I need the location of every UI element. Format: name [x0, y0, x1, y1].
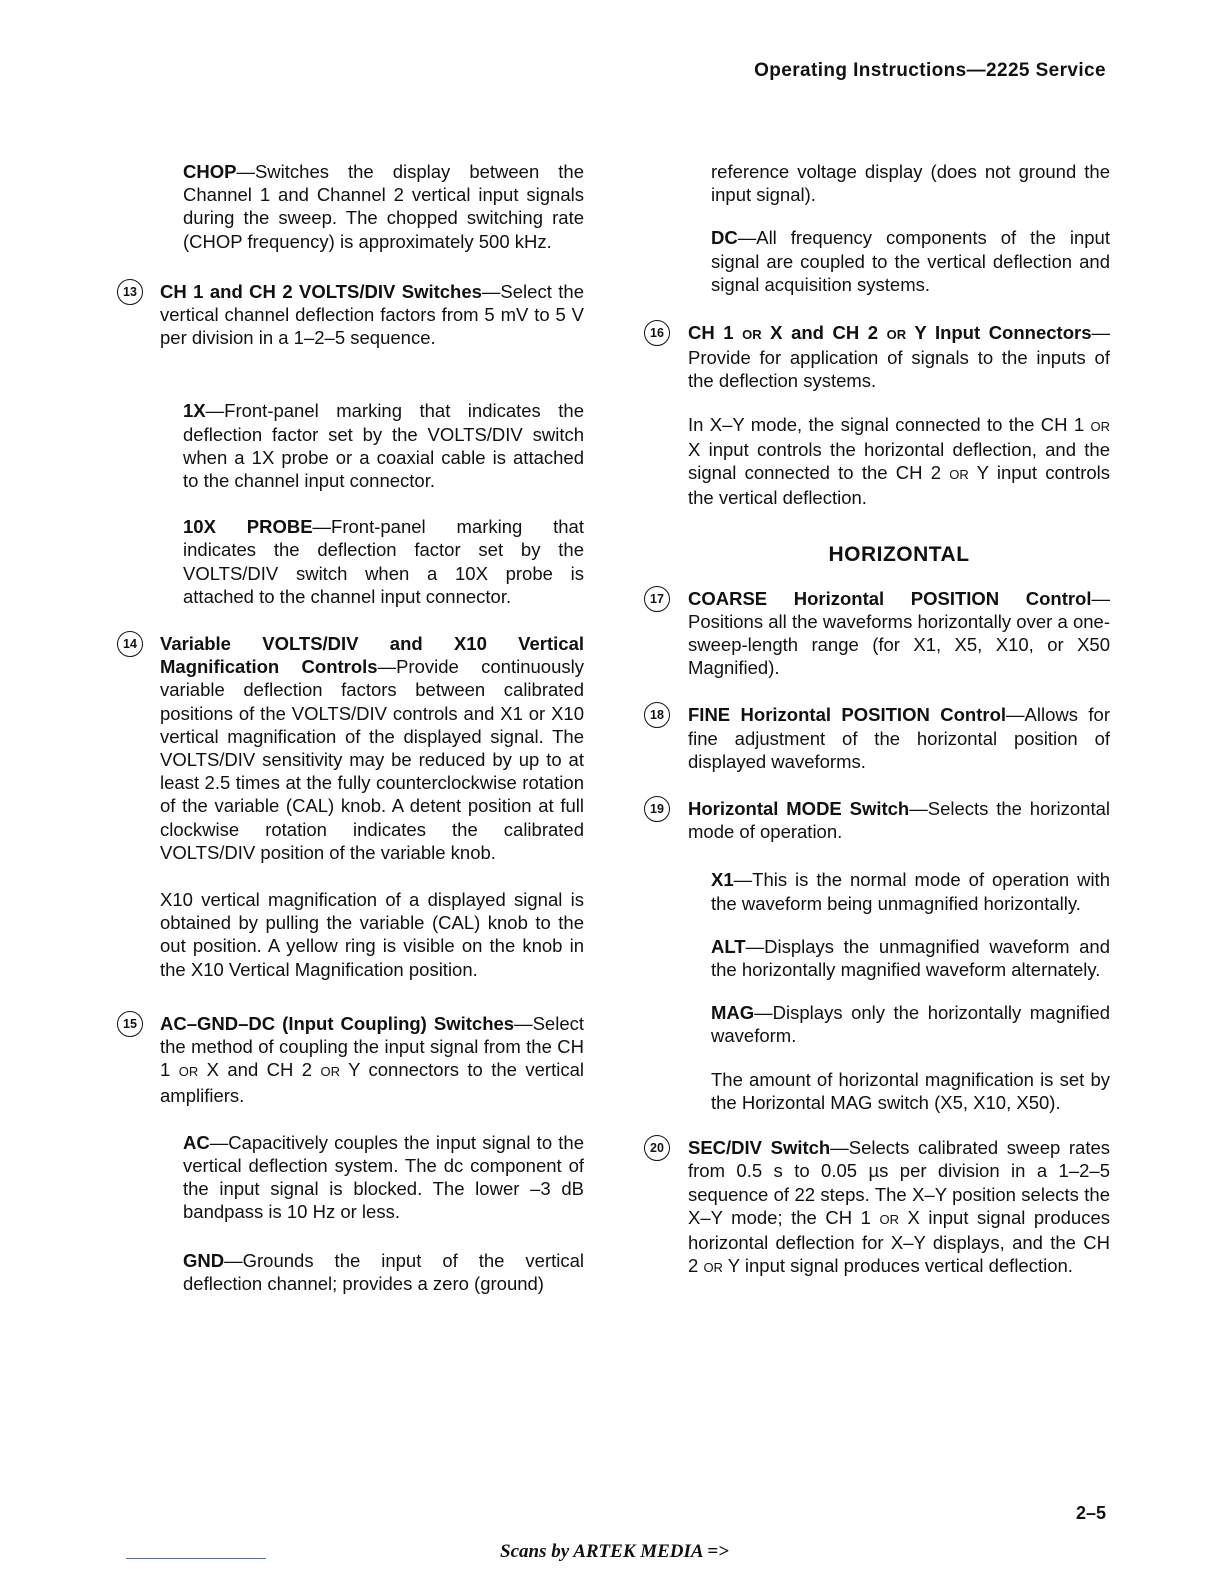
item-14-magnification: X10 vertical magnification of a displayed signal is obtained by pulling the variable (CAL) knob to the out position. A yellow ring is visible on the knob in the X10 Vertical Magnification position.	[160, 889, 584, 980]
xy-mode-paragraph: In X–Y mode, the signal connected to the CH 1 OR X input controls the horizontal deflection, and the signal connected to the CH 2 OR Y input controls the vertical deflection.	[688, 413, 1110, 509]
item-17-text: COARSE Horizontal POSITION Control—Positions all the waveforms horizontally over a one-sweep-length range (for X1, X5, X10, or X50 Magnified).	[688, 587, 1110, 679]
callout-19: 19	[644, 796, 670, 822]
x1-paragraph: 1X—Front-panel marking that indicates the deflection factor set by the VOLTS/DIV switch when a 1X probe or a coaxial cable is attached to the channel input connector.	[183, 400, 584, 492]
x10-probe-paragraph: 10X PROBE—Front-panel marking that indicates the deflection factor set by the VOLTS/DIV switch when a 10X probe is attached to the channel input connector.	[183, 516, 584, 607]
callout-18: 18	[644, 702, 670, 728]
item-16	[650, 321, 1110, 393]
item-18	[650, 703, 1110, 773]
right-column	[650, 160, 1110, 1279]
section-heading-horizontal: HORIZONTAL	[828, 543, 970, 567]
chop-paragraph: CHOP—Switches the display between the Channel 1 and Channel 2 vertical input signals during the sweep. The chopped switching rate (CHOP frequency) is approximately 500 kHz.	[183, 161, 584, 252]
callout-15: 15	[117, 1011, 143, 1037]
callout-17: 17	[644, 586, 670, 612]
footer-rule	[126, 1558, 266, 1559]
callout-16: 16	[644, 320, 670, 346]
item-20-text: SEC/DIV Switch—Selects calibrated sweep rates from 0.5 s to 0.05 µs per division in a 1–2–5 sequence of 22 steps. The X–Y position selects the X–Y mode; the CH 1 OR X input signal produces horizontal deflection for X–Y displays, and the CH 2 OR Y input signal produces vertical deflection.	[688, 1137, 1110, 1277]
item-14-text: Variable VOLTS/DIV and X10 Vertical Magnification Controls—Provide continuously variable deflection factors between calibrated positions of the VOLTS/DIV controls and X1 or X10 vertical magnification of the displayed signal. The VOLTS/DIV sensitivity may be reduced by up to at least 2.5 times at the fully counterclockwise rotation of the variable (CAL) knob. A detent position at full clockwise rotation indicates the calibrated VOLTS/DIV position of the variable knob.	[160, 633, 584, 863]
mag-note-paragraph: The amount of horizontal magnification is set by the Horizontal MAG switch (X5, X10, X50).	[711, 1068, 1110, 1113]
callout-14: 14	[117, 631, 143, 657]
item-19	[650, 797, 1110, 843]
item-20	[650, 1136, 1110, 1279]
item-15	[123, 1012, 584, 1107]
ac-paragraph: AC—Capacitively couples the input signal to the vertical deflection system. The dc component of the input signal is blocked. The lower –3 dB bandpass is 10 Hz or less.	[183, 1131, 584, 1223]
gnd-paragraph: GND—Grounds the input of the vertical deflection channel; provides a zero (ground)	[183, 1249, 584, 1294]
item-19-text: Horizontal MODE Switch—Selects the horizontal mode of operation.	[688, 798, 1110, 843]
x1-mode-paragraph: X1—This is the normal mode of operation with the waveform being unmagnified horizontally.	[711, 869, 1110, 914]
mag-mode-paragraph: MAG—Displays only the horizontally magnified waveform.	[711, 1002, 1110, 1047]
item-18-text: FINE Horizontal POSITION Control—Allows for fine adjustment of the horizontal position of displayed waveforms.	[688, 704, 1110, 772]
callout-20: 20	[644, 1135, 670, 1161]
scan-credit: Scans by ARTEK MEDIA =>	[500, 1541, 729, 1562]
page-number: 2–5	[1075, 1503, 1106, 1523]
dc-paragraph: DC—All frequency components of the input signal are coupled to the vertical deflection and signal acquisition systems.	[711, 227, 1110, 295]
item-17	[650, 587, 1110, 680]
item-16-text: CH 1 OR X and CH 2 OR Y Input Connectors—Provide for application of signals to the inputs of the deflection systems.	[688, 322, 1110, 392]
item-15-text: AC–GND–DC (Input Coupling) Switches—Select the method of coupling the input signal from the CH 1 OR X and CH 2 OR Y connectors to the vertical amplifiers.	[160, 1012, 584, 1106]
gnd-continuation: reference voltage display (does not ground the input signal).	[711, 161, 1110, 206]
item-14	[123, 632, 584, 864]
alt-mode-paragraph: ALT—Displays the unmagnified waveform and the horizontally magnified waveform alternately.	[711, 935, 1110, 981]
item-13-text: CH 1 and CH 2 VOLTS/DIV Switches—Select the vertical channel deflection factors from 5 mV to 5 V per division in a 1–2–5 sequence.	[160, 280, 584, 349]
callout-13: 13	[117, 279, 143, 305]
left-column	[123, 160, 584, 1295]
item-13	[123, 280, 584, 350]
running-header: Operating Instructions—2225 Service	[754, 60, 1106, 81]
